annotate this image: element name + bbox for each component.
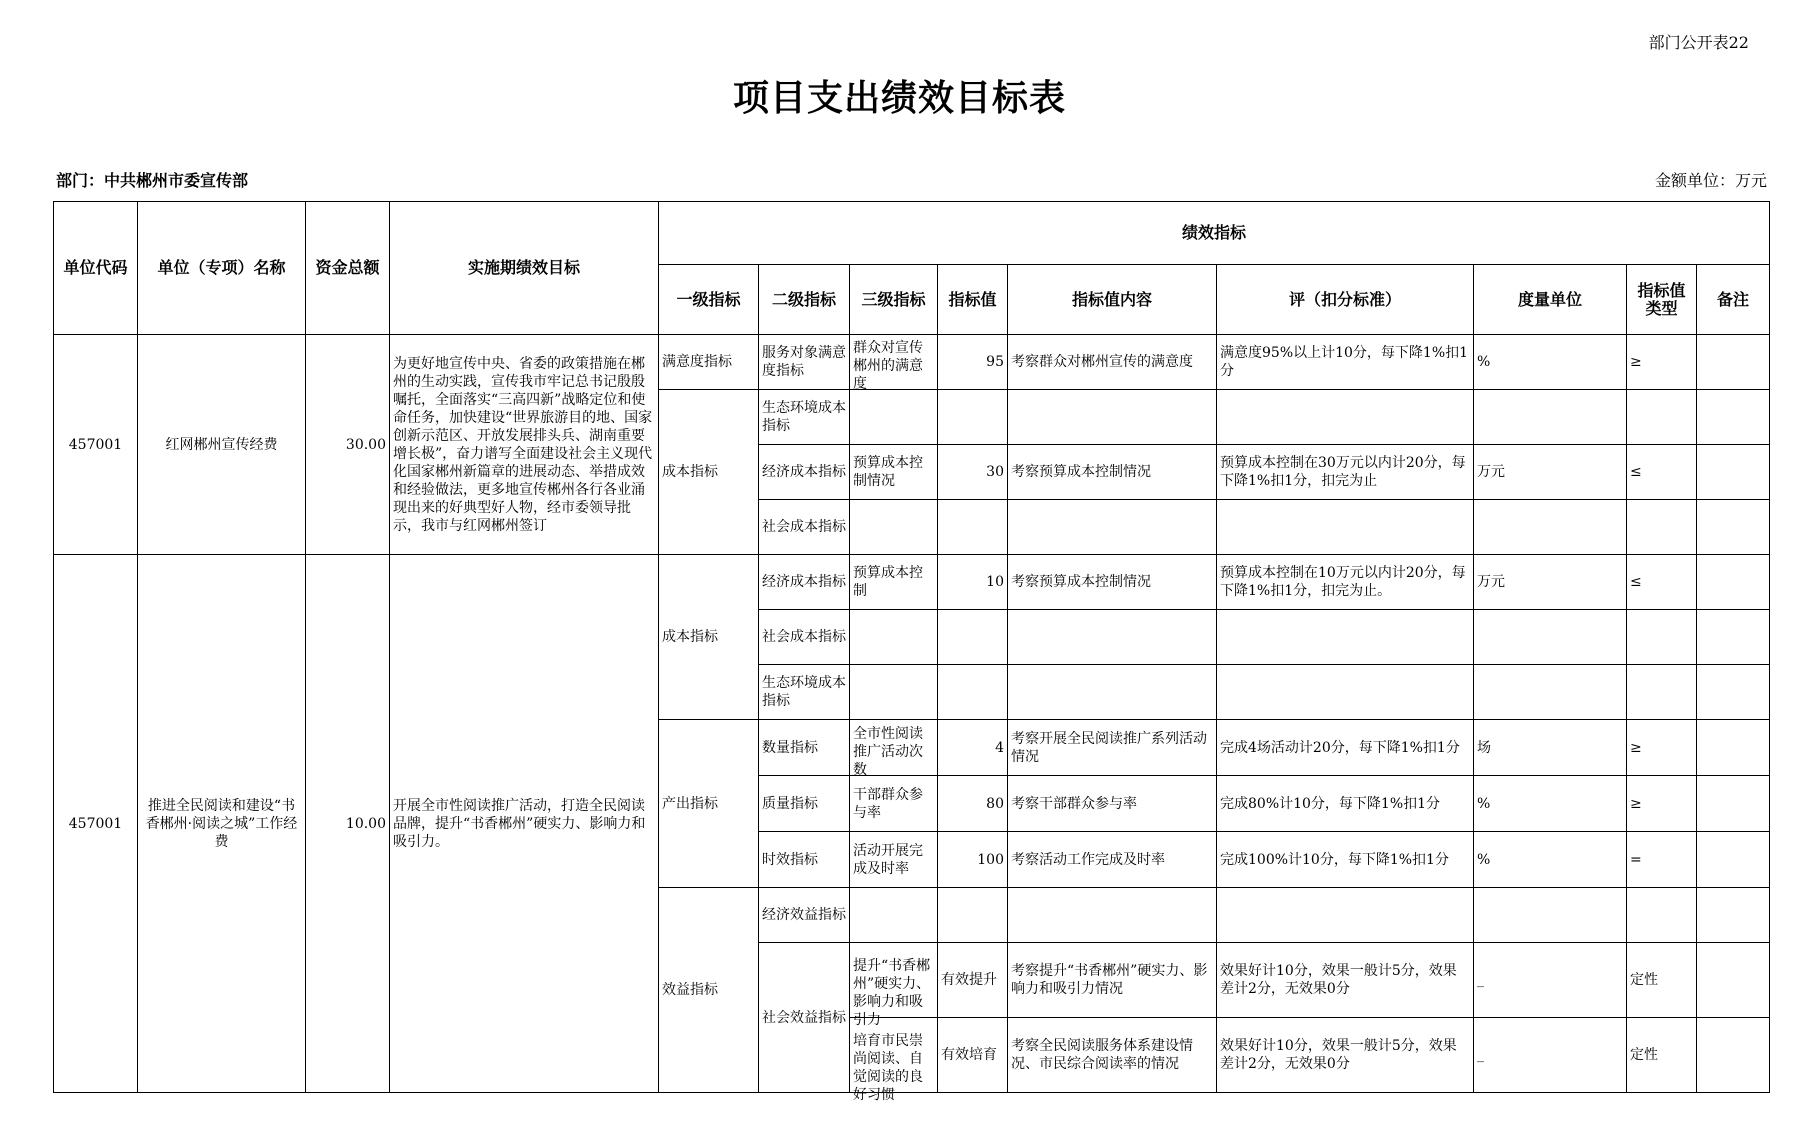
level3-cell [850, 335, 938, 390]
note-cell [1697, 665, 1770, 720]
note-cell [1697, 832, 1770, 888]
level2-cell: 社会成本指标 [759, 610, 850, 665]
level3-text: 活动开展完成及时率 [853, 842, 923, 877]
table-number-label: 部门公开表22 [1648, 33, 1749, 52]
value-cell: 95 [938, 335, 1008, 390]
value-cell: 80 [938, 776, 1008, 832]
criteria-cell [1217, 888, 1474, 943]
criteria-cell [1217, 390, 1474, 445]
goal-cell [390, 555, 659, 1093]
content-cell: 考察干部群众参与率 [1008, 776, 1217, 832]
level2-cell: 生态环境成本指标 [759, 665, 850, 720]
level1-cell: 满意度指标 [659, 335, 759, 390]
level3-cell [850, 943, 938, 1028]
amount-cell: 30.00 [306, 335, 390, 555]
measure-cell: 万元 [1474, 445, 1627, 500]
header-content: 指标值内容 [1008, 265, 1217, 335]
note-cell [1697, 1018, 1770, 1093]
measure-cell: _ [1474, 943, 1627, 1018]
level1-cell: 效益指标 [659, 888, 759, 1093]
content-cell [1008, 390, 1217, 445]
value-cell [938, 390, 1008, 445]
value-cell: 100 [938, 832, 1008, 888]
measure-cell: _ [1474, 1018, 1627, 1093]
header-unit-name: 单位（专项）名称 [138, 202, 306, 335]
level2-cell: 社会成本指标 [759, 500, 850, 555]
type-cell: ≤ [1627, 445, 1697, 500]
level3-text: 培育市民崇尚阅读、自觉阅读的良好习惯 [853, 1033, 923, 1103]
type-cell: 定性 [1627, 943, 1697, 1018]
measure-cell: % [1474, 776, 1627, 832]
level3-text: 预算成本控制 [853, 565, 923, 599]
level1-cell: 产出指标 [659, 720, 759, 888]
value-cell: 4 [938, 720, 1008, 776]
measure-cell [1474, 500, 1627, 555]
value-cell [938, 665, 1008, 720]
criteria-cell [1217, 665, 1474, 720]
header-level1: 一级指标 [659, 265, 759, 335]
note-cell [1697, 390, 1770, 445]
value-cell: 有效培育 [938, 1018, 1008, 1093]
goal-text: 开展全市性阅读推广活动，打造全民阅读品牌，提升“书香郴州”硬实力、影响力和吸引力。 [393, 797, 646, 850]
note-cell [1697, 776, 1770, 832]
type-cell: ≥ [1627, 776, 1697, 832]
level1-cell: 成本指标 [659, 390, 759, 555]
level3-text: 提升“书香郴州”硬实力、影响力和吸引力 [853, 958, 931, 1028]
type-cell: ≥ [1627, 720, 1697, 776]
measure-cell: 万元 [1474, 555, 1627, 610]
value-cell: 10 [938, 555, 1008, 610]
note-cell [1697, 500, 1770, 555]
content-cell: 考察开展全民阅读推广系列活动情况 [1008, 720, 1217, 776]
type-cell: 定性 [1627, 1018, 1697, 1093]
content-cell [1008, 500, 1217, 555]
level2-cell: 生态环境成本指标 [759, 390, 850, 445]
level2-cell: 时效指标 [759, 832, 850, 888]
level2-cell: 社会效益指标 [759, 943, 850, 1093]
measure-cell [1474, 390, 1627, 445]
content-cell [1008, 665, 1217, 720]
header-type: 指标值类型 [1627, 265, 1697, 335]
measure-cell: % [1474, 335, 1627, 390]
level3-text: 全市性阅读推广活动次数 [853, 725, 923, 778]
performance-table [53, 201, 1770, 1103]
level2-cell: 经济成本指标 [759, 445, 850, 500]
level3-cell [850, 888, 938, 943]
type-cell [1627, 665, 1697, 720]
content-cell [1008, 610, 1217, 665]
header-note: 备注 [1697, 265, 1770, 335]
type-cell: ≤ [1627, 555, 1697, 610]
level3-cell [850, 832, 938, 888]
header-criteria: 评（扣分标准） [1217, 265, 1474, 335]
criteria-cell: 效果好计10分，效果一般计5分，效果差计2分，无效果0分 [1217, 1018, 1474, 1093]
value-cell: 30 [938, 445, 1008, 500]
level2-cell: 经济成本指标 [759, 555, 850, 610]
measure-cell [1474, 665, 1627, 720]
level2-cell: 质量指标 [759, 776, 850, 832]
type-cell [1627, 500, 1697, 555]
level3-text: 群众对宣传郴州的满意度 [853, 340, 923, 392]
department-label: 部门：中共郴州市委宣传部 [56, 171, 249, 190]
measure-cell [1474, 888, 1627, 943]
value-cell [938, 500, 1008, 555]
level1-cell: 成本指标 [659, 555, 759, 720]
type-cell: ≥ [1627, 335, 1697, 390]
criteria-cell: 预算成本控制在10万元以内计20分，每下降1%扣1分，扣完为止。 [1217, 555, 1474, 610]
criteria-cell [1217, 610, 1474, 665]
header-level3: 三级指标 [850, 265, 938, 335]
goal-text: 为更好地宣传中央、省委的政策措施在郴州的生动实践，宣传我市牢记总书记殷殷嘱托，全面落实“三高四新”战略定位和使命任务，加快建设“世界旅游目的地、国家创新示范区、开放发展排头兵、湖南重要增长极”，奋力谱写全面建设社会主义现代化国家郴州新篇章的进展动态、举措成效和经验做法，更多地宣传郴州各行各业涌现出来的好典型好人物，经市委领导批示，我市与红网郴州签订 [393, 355, 653, 534]
level3-cell [850, 720, 938, 776]
measure-cell: % [1474, 832, 1627, 888]
level3-cell [850, 445, 938, 500]
value-cell: 有效提升 [938, 943, 1008, 1018]
page-title: 项目支出绩效目标表 [732, 78, 1066, 119]
measure-cell: 场 [1474, 720, 1627, 776]
content-cell: 考察群众对郴州宣传的满意度 [1008, 335, 1217, 390]
level3-cell [850, 665, 938, 720]
header-total-funds: 资金总额 [306, 202, 390, 335]
goal-cell [390, 335, 659, 555]
unit-name-cell: 红网郴州宣传经费 [138, 335, 306, 555]
note-cell [1697, 888, 1770, 943]
type-cell: = [1627, 832, 1697, 888]
note-cell [1697, 335, 1770, 390]
value-cell [938, 610, 1008, 665]
header-value: 指标值 [938, 265, 1008, 335]
level2-cell: 服务对象满意度指标 [759, 335, 850, 390]
content-cell: 考察全民阅读服务体系建设情况、市民综合阅读率的情况 [1008, 1018, 1217, 1093]
unit-name-cell: 推进全民阅读和建设“书香郴州·阅读之城”工作经费 [138, 555, 306, 1093]
level3-cell [850, 610, 938, 665]
level2-cell: 数量指标 [759, 720, 850, 776]
table-row [54, 555, 1770, 610]
header-level2: 二级指标 [759, 265, 850, 335]
type-cell [1627, 888, 1697, 943]
type-cell [1627, 610, 1697, 665]
measure-cell [1474, 610, 1627, 665]
level3-text: 干部群众参与率 [853, 786, 923, 821]
level3-cell [850, 555, 938, 610]
content-cell: 考察预算成本控制情况 [1008, 555, 1217, 610]
level3-cell [850, 500, 938, 555]
criteria-cell: 完成4场活动计20分，每下降1%扣1分 [1217, 720, 1474, 776]
criteria-cell: 完成100%计10分，每下降1%扣1分 [1217, 832, 1474, 888]
content-cell: 考察预算成本控制情况 [1008, 445, 1217, 500]
note-cell [1697, 720, 1770, 776]
criteria-cell: 完成80%计10分，每下降1%扣1分 [1217, 776, 1474, 832]
criteria-cell: 效果好计10分，效果一般计5分，效果差计2分，无效果0分 [1217, 943, 1474, 1018]
level2-cell: 经济效益指标 [759, 888, 850, 943]
table-row [54, 335, 1770, 390]
header-performance-indicators: 绩效指标 [659, 202, 1770, 265]
header-unit-code: 单位代码 [54, 202, 138, 335]
amount-unit-label: 金额单位：万元 [1654, 171, 1767, 190]
note-cell [1697, 445, 1770, 500]
level3-cell [850, 390, 938, 445]
amount-cell: 10.00 [306, 555, 390, 1093]
content-cell: 考察提升“书香郴州”硬实力、影响力和吸引力情况 [1008, 943, 1217, 1018]
header-measure: 度量单位 [1474, 265, 1627, 335]
type-cell [1627, 390, 1697, 445]
content-cell [1008, 888, 1217, 943]
unit-code-cell: 457001 [54, 555, 138, 1093]
level3-cell [850, 776, 938, 832]
header-goal: 实施期绩效目标 [390, 202, 659, 335]
value-cell [938, 888, 1008, 943]
level3-text: 预算成本控制情况 [853, 455, 923, 489]
criteria-cell: 满意度95%以上计10分，每下降1%扣1分 [1217, 335, 1474, 390]
note-cell [1697, 555, 1770, 610]
content-cell: 考察活动工作完成及时率 [1008, 832, 1217, 888]
note-cell [1697, 610, 1770, 665]
criteria-cell: 预算成本控制在30万元以内计20分，每下降1%扣1分，扣完为止 [1217, 445, 1474, 500]
note-cell [1697, 943, 1770, 1018]
unit-code-cell: 457001 [54, 335, 138, 555]
criteria-cell [1217, 500, 1474, 555]
